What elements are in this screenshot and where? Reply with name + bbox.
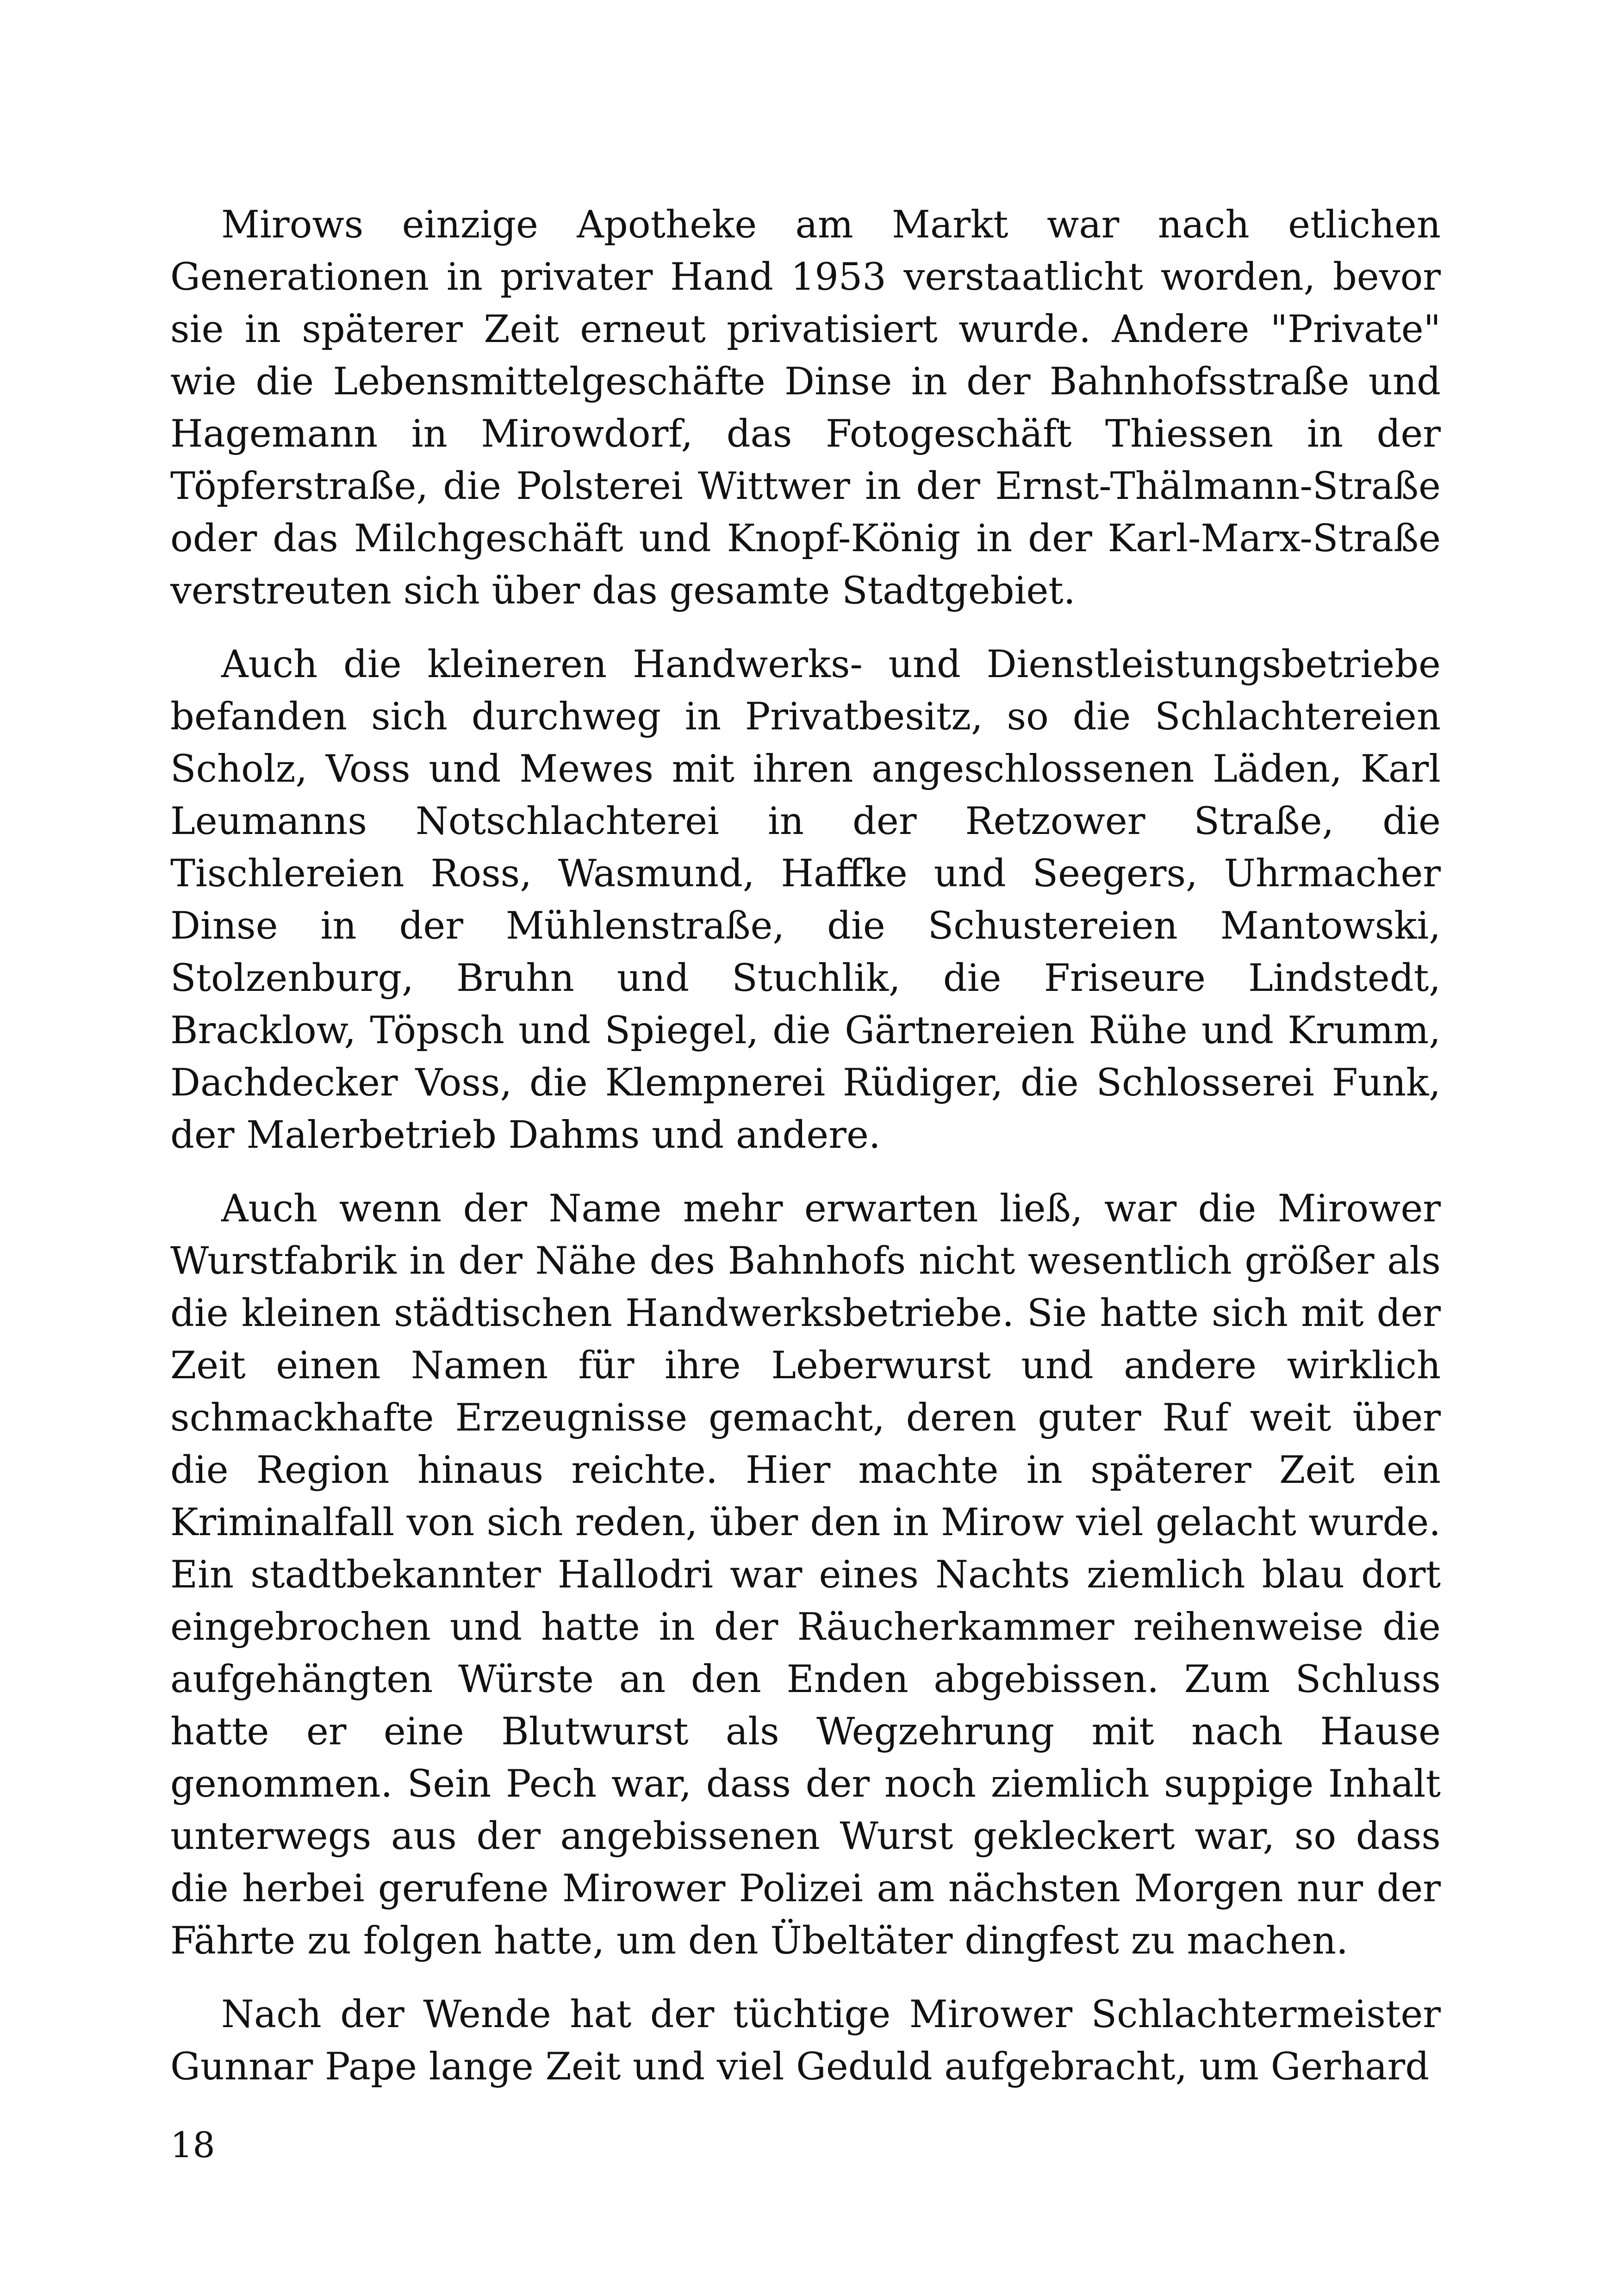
paragraph-craft-businesses: Auch die kleineren Handwerks- und Dienstleistungsbetriebe befanden sich durchweg in Privatbesitz, so die Schlachtereien Scholz, Voss und Mewes mit ihren angeschlossenen Läden, Karl Leumanns Notschlachterei in der Retzower Straße, die Tischlereien Ross, Wasmund, Haffke und Seegers, Uhrmacher Dinse in der Mühlenstraße, die Schustereien Mantowski, Stolzenburg, Bruhn und Stuchlik, die Friseure Lindstedt, Bracklow, Töpsch und Spiegel, die Gärtnereien Rühe und Krumm, Dachdecker Voss, die Klempnerei Rüdiger, die Schlosserei Funk, der Malerbetrieb Dahms und andere. — [170, 643, 1441, 1157]
paragraph-sausage-factory: Auch wenn der Name mehr erwarten ließ, war die Mirower Wurstfabrik in der Nähe des Bahnhofs nicht wesentlich größer als die kleinen städtischen Handwerksbetriebe. Sie hatte sich mit der Zeit einen Namen für ihre Leberwurst und andere wirklich schmackhafte Erzeugnisse gemacht, deren guter Ruf weit über die Region hinaus reichte. Hier machte in späterer Zeit ein Kriminalfall von sich reden, über den in Mirow viel gelacht wurde. Ein stadtbekannter Hallodri war eines Nachts ziemlich blau dort eingebrochen und hatte in der Räucherkammer reihenweise die aufgehängten Würste an den Enden abgebissen. Zum Schluss hatte er eine Blutwurst als Wegzehrung mit nach Hause genommen. Sein Pech war, dass der noch ziemlich suppige Inhalt unterwegs aus der angebissenen Wurst gekleckert war, so dass die herbei gerufene Mirower Polizei am nächsten Morgen nur der Fährte zu folgen hatte, um den Übeltäter dingfest zu machen. — [170, 1187, 1441, 1963]
body-text — [170, 199, 1441, 2093]
paragraph-after-reunification: Nach der Wende hat der tüchtige Mirower Schlachtermeister Gunnar Pape lange Zeit und viel Geduld aufgebracht, um Gerhard — [170, 1993, 1441, 2089]
paragraph-pharmacy: Mirows einzige Apotheke am Markt war nach etlichen Generationen in privater Hand 1953 verstaatlicht worden, bevor sie in späterer Zeit erneut privatisiert wurde. Andere "Private" wie die Lebensmittelgeschäfte Dinse in der Bahnhofsstraße und Hagemann in Mirowdorf, das Fotogeschäft Thiessen in der Töpferstraße, die Polsterei Wittwer in der Ernst-Thälmann-Straße oder das Milchgeschäft und Knopf-König in der Karl-Marx-Straße verstreuten sich über das gesamte Stadtgebiet. — [170, 203, 1441, 613]
page-number: 18 — [170, 2124, 215, 2165]
